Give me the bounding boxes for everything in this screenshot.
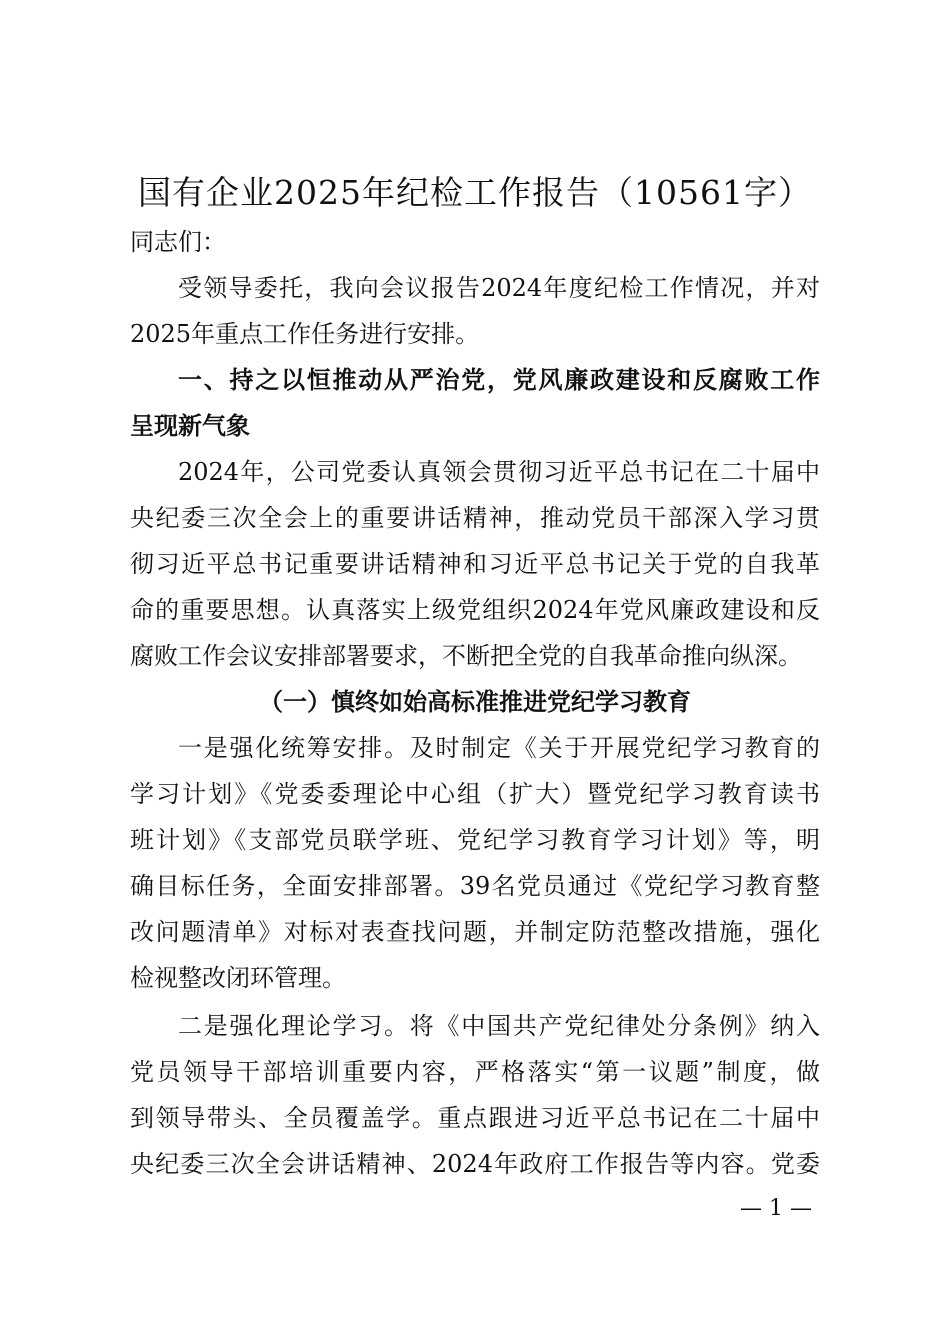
paragraph-line: 命的重要思想。认真落实上级党组织2024年党风廉政建设和反 [130, 596, 820, 624]
paragraph-line: 二是强化理论学习。将《中国共产党纪律处分条例》纳入 [178, 1012, 820, 1040]
section-paragraph [130, 449, 820, 679]
subsection-paragraph-1 [130, 725, 820, 1001]
paragraph-line: 受领导委托，我向会议报告2024年度纪检工作情况，并对 [178, 274, 820, 302]
paragraph-line: 到领导带头、全员覆盖学。重点跟进习近平总书记在二十届中 [130, 1104, 820, 1132]
paragraph-line: 2025年重点工作任务进行安排。 [130, 320, 480, 348]
paragraph-line: 彻习近平总书记重要讲话精神和习近平总书记关于党的自我革 [130, 550, 820, 578]
paragraph-line: 班计划》《支部党员联学班、党纪学习教育学习计划》等，明 [130, 826, 820, 854]
paragraph-line: 2024年，公司党委认真领会贯彻习近平总书记在二十届中 [178, 458, 820, 486]
intro-paragraph [130, 265, 820, 357]
subsection-paragraph-2 [130, 1003, 820, 1187]
paragraph-line: 改问题清单》对标对表查找问题，并制定防范整改措施，强化 [130, 918, 820, 946]
paragraph-line: 检视整改闭环管理。 [130, 964, 346, 992]
section-heading [130, 357, 820, 449]
paragraph-line: 央纪委三次全会上的重要讲话精神，推动党员干部深入学习贯 [130, 504, 820, 532]
paragraph-line: 学习计划》《党委委理论中心组（扩大）暨党纪学习教育读书 [130, 780, 820, 808]
paragraph-line: 央纪委三次全会讲话精神、2024年政府工作报告等内容。党委 [130, 1150, 820, 1178]
page-number: — 1 — [740, 1196, 812, 1221]
paragraph-line: 确目标任务，全面安排部署。39名党员通过《党纪学习教育整 [130, 872, 820, 900]
document-title: 国有企业2025年纪检工作报告（10561字） [138, 173, 812, 212]
paragraph-line: 党员领导干部培训重要内容，严格落实“第一议题”制度，做 [130, 1058, 820, 1086]
paragraph-line: 腐败工作会议安排部署要求，不断把全党的自我革命推向纵深。 [130, 642, 802, 670]
heading-line: 一、持之以恒推动从严治党，党风廉政建设和反腐败工作 [178, 366, 820, 394]
subsection-heading: （一）慎终如始高标准推进党纪学习教育 [259, 687, 691, 716]
heading-line: 呈现新气象 [130, 412, 250, 440]
paragraph-line: 一是强化统筹安排。及时制定《关于开展党纪学习教育的 [178, 734, 820, 762]
salutation: 同志们： [130, 228, 226, 256]
